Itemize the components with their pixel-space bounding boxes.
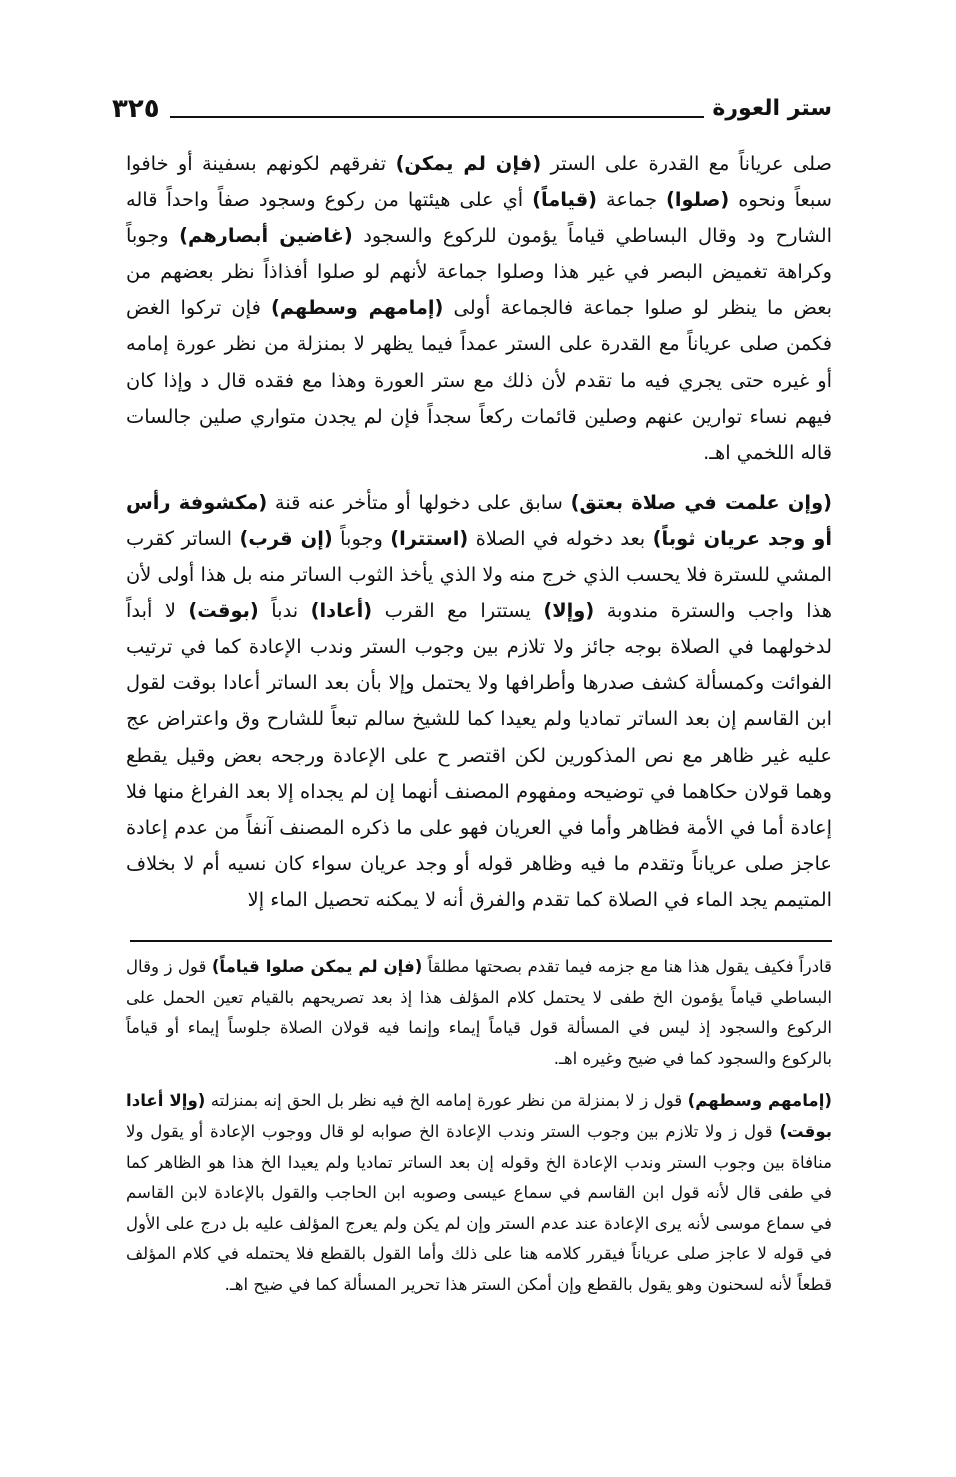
text-run: وجوباً وكراهة تغميض البصر في غير هذا وصلوا جماعة لأنهم لو صلوا أفذاذاً نظر بعضهم من بعض ما ينظر لو صلوا جماعة فالجماعة أولى [126,224,832,320]
running-header [112,84,832,124]
bold-lemma: (صلوا) [666,188,730,212]
text-run: قول ز وقال البساطي قياماً يؤمون الخ طفى لا يحتمل كلام المؤلف هذا إذ بعد تصريحهم بالقيام تعين الحمل على الركوع والسجود إذ ليس في المسألة قول قياماً إيماء وإنما فيه قولان الصلاة جلوساً إيماء أو قياماً بالركوع والسجود كما في ضيح وغيره اهـ. [126,957,832,1068]
bold-lemma: (أعادا) [310,599,373,623]
text-run: صلى عرياناً مع القدرة على الستر [541,152,833,175]
bold-lemma: (فإن لم يمكن صلوا قياماً) [211,957,423,976]
text-run: جماعة [597,188,667,212]
bold-lemma: (وإلا) [543,599,595,623]
text-run: ندباً [258,599,311,623]
text-run: أي على هيئتها من ركوع وسجود صفاً واحداً قاله الشارح ود وقال البساطي قياماً يؤمون للركوع والسجود [126,188,832,248]
note-paragraph-1 [126,952,832,1074]
bold-lemma: (مكشوفة رأس أو وجد عريان ثوباً) [126,490,832,550]
footnote-separator [130,940,832,942]
bold-lemma: (بوقت) [188,599,259,623]
main-text [126,146,832,918]
bold-lemma: (استترا) [390,526,469,550]
bold-lemma: (وإلا أعادا بوقت) [126,1091,832,1141]
text-run: قادراً فكيف يقول هذا هنا مع جزمه فيما تقدم بصحتها مطلقاً [422,957,832,976]
bold-lemma: (وإن علمت في صلاة بعتق) [570,490,832,514]
text-run: سابق على دخولها أو متأخر عنه قنة [267,490,571,514]
bold-lemma: (غاضين أبصارهم) [179,224,353,248]
header-rule [170,116,705,118]
text-run: فإن تركوا الغض فكمن صلى عرياناً مع القدرة على الستر عمداً فيما يظهر لا بمنزلة من نظر عورة إمامه أو غيره حتى يجري فيه ما تقدم لأن ذلك مع ستر العورة وهذا مع فقده قال د وإذا كان فيهم نساء توارين عنهم وصلين قائمات ركعاً سجداً فإن لم يجدن متواري صلين جالسات قاله اللخمي اهـ. [126,296,832,464]
bold-lemma: (قياماً) [532,188,598,212]
main-paragraph-2 [126,485,832,918]
bold-lemma: (إن قرب) [239,526,333,550]
text-run: قول ز لا بمنزلة من نظر عورة إمامه الخ فيه نظر بل الحق إنه بمنزلته [205,1091,688,1111]
commentary-notes [126,952,832,1301]
text-run: قول ز ولا تلازم بين وجوب الستر وندب الإعادة الخ صوابه لو قال ووجوب الإعادة أو يقول ولا منافاة بين وجوب الستر وندب الإعادة الخ وقوله إن بعد الساتر تماديا ولم يعيدا الخ هذا هو الظاهر كما في طفى قال لأنه قول ابن القاسم في سماع عيسى وصوبه ابن الحاجب والقول بالإعادة لابن القاسم في سماع موسى لأنه يرى الإعادة عند عدم الستر وإن لم يكن ولم يعرج المؤلف عليه بل درج على الأول في قوله لا عاجز صلى عرياناً فيقرر كلامه هنا على ذلك وأما القول بالقطع فلا يحتمله في كلام المؤلف قطعاً لأنه لسحنون وهو يقول بالقطع وإن أمكن الستر هذا تحرير المسألة كما في ضيح اهـ. [126,1121,832,1294]
text-run: بعد دخوله في الصلاة [468,526,653,550]
bold-lemma: (فإن لم يمكن) [395,152,542,175]
text-run: يستترا مع القرب [372,599,544,623]
text-run: الساتر كقرب المشي للسترة فلا يحسب الذي خرج منه ولا الذي يأخذ الثوب الساتر منه بل هذا أولى لأن هذا واجب والسترة مندوبة [126,526,832,623]
text-run: تفرقهم لكونهم بسفينة أو خافوا سبعاً ونحوه [126,152,832,212]
text-run: وجوباً [332,526,391,550]
page-number: ٣٢٥ [112,94,160,124]
main-paragraph-1 [126,146,832,471]
bold-lemma: (إمامهم وسطهم) [270,296,444,320]
note-paragraph-2 [126,1086,832,1300]
bold-lemma: (إمامهم وسطهم) [687,1091,832,1111]
chapter-title: ستر العورة [712,96,832,121]
text-run: لا أبداً لدخولهما في الصلاة بوجه جائز ولا تلازم بين وجوب الستر وندب الإعادة كما في ترتيب الفوائت وكمسألة كشف صدرها وأطرافها ولا يحتمل وإلا بأن بعد الساتر أعادا بوقت لقول ابن القاسم إن بعد الساتر تماديا ولم يعيدا كما للشيخ سالم تبعاً للشارح وق واعتراض عج عليه غير ظاهر مع نص المذكورين لكن اقتصر ح على الإعادة ورجحه بعض وقيل يقطع وهما قولان حكاهما في توضيحه ومفهوم المصنف أنهما إن لم يجداه إلا بعد الفراغ منها فلا إعادة أما في الأمة فظاهر وأما في العريان فهو على ما ذكره المصنف آنفاً من عدم إعادة عاجز صلى عرياناً وتقدم ما فيه وظاهر قوله أو وجد عريان سواء كان نسيه أم لا بخلاف المتيمم يجد الماء في الصلاة كما تقدم والفرق أنه لا يمكنه تحصيل الماء إلا [126,599,832,911]
